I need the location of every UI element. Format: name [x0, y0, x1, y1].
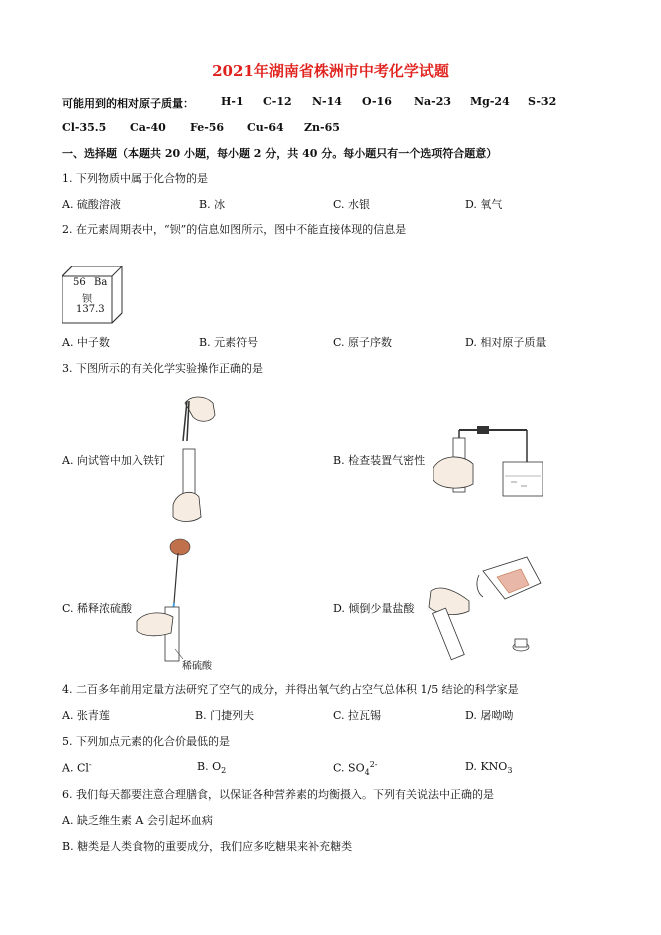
- q2-option-c: C. 原子序数: [333, 336, 393, 349]
- q2-option-b: B. 元素符号: [199, 336, 259, 349]
- q2-option-d: D. 相对原子质量: [465, 336, 547, 349]
- q3-option-d: D. 倾倒少量盐酸: [333, 602, 415, 615]
- element-mass: 137.3: [76, 304, 105, 315]
- mass-item: Na-23: [414, 95, 452, 108]
- q1-option-c: C. 水银: [333, 198, 371, 211]
- question-2-stem: 2. 在元素周期表中，“钡”的信息如图所示，图中不能直接体现的信息是: [62, 223, 407, 236]
- question-5-stem: 5. 下列加点元素的化合价最低的是: [62, 735, 230, 748]
- mass-item: S-32: [528, 95, 557, 108]
- q5-option-a: A. Cl-: [62, 760, 92, 775]
- question-3-stem: 3. 下图所示的有关化学实验操作正确的是: [62, 362, 263, 375]
- mass-item: O-16: [362, 95, 392, 108]
- q1-option-d: D. 氧气: [465, 198, 503, 211]
- fig-c-label: 稀硫酸: [182, 661, 212, 672]
- mass-item: Fe-56: [190, 121, 225, 134]
- q2-option-a: A. 中子数: [62, 336, 110, 349]
- q6-option-b: B. 糖类是人类食物的重要成分，我们应多吃糖果来补充糖类: [62, 840, 353, 853]
- q1-option-b: B. 冰: [199, 198, 226, 211]
- mass-item: N-14: [312, 95, 342, 108]
- element-tile-figure: [62, 266, 124, 328]
- q4-option-b: B. 门捷列夫: [195, 709, 255, 722]
- q4-option-c: C. 拉瓦锡: [333, 709, 382, 722]
- figure-c-dilute-acid: [133, 537, 208, 667]
- q5-option-d: D. $KNO_3$: [465, 760, 513, 776]
- q3-option-b: B. 检查装置气密性: [333, 454, 426, 467]
- exam-title: 2021年湖南省株洲市中考化学试题: [212, 62, 449, 80]
- mass-item: H-1: [221, 95, 244, 108]
- element-tile-svg: [62, 266, 124, 324]
- q5-option-c: C. $SO_4^{2-}$: [333, 760, 378, 777]
- section-title: 一、选择题（本题共 20 小题，每小题 2 分，共 40 分。每小题只有一个选项符合题意）: [62, 147, 498, 160]
- q4-option-d: D. 屠呦呦: [465, 709, 514, 722]
- element-name: 钡: [82, 294, 92, 305]
- q3-option-c: C. 稀释浓硫酸: [62, 602, 133, 615]
- element-number: 56: [73, 277, 86, 288]
- figure-b-airtight-check: [433, 420, 543, 498]
- mass-item: Cl-35.5: [62, 121, 107, 134]
- figure-a-test-tube-nail: [165, 393, 217, 523]
- mass-item: Mg-24: [470, 95, 510, 108]
- mass-item: C-12: [263, 95, 292, 108]
- masses-label: 可能用到的相对原子质量：: [62, 97, 194, 110]
- q1-option-a: A. 硫酸溶液: [62, 198, 121, 211]
- q5-option-b: B. $O_2$: [197, 760, 227, 776]
- question-1-stem: 1. 下列物质中属于化合物的是: [62, 172, 208, 185]
- q6-option-a: A. 缺乏维生素 A 会引起坏血病: [62, 814, 213, 827]
- q3-option-a: A. 向试管中加入铁钉: [62, 454, 165, 467]
- mass-item: Ca-40: [130, 121, 166, 134]
- mass-item: Zn-65: [304, 121, 340, 134]
- figure-d-pour-acid: [417, 553, 547, 663]
- q4-option-a: A. 张青莲: [62, 709, 110, 722]
- question-4-stem: 4. 二百多年前用定量方法研究了空气的成分，并得出氧气约占空气总体积 1/5 结论的科学家是: [62, 683, 519, 696]
- mass-item: Cu-64: [247, 121, 284, 134]
- element-symbol: Ba: [94, 277, 108, 288]
- question-6-stem: 6. 我们每天都要注意合理膳食，以保证各种营养素的均衡摄入。下列有关说法中正确的是: [62, 788, 494, 801]
